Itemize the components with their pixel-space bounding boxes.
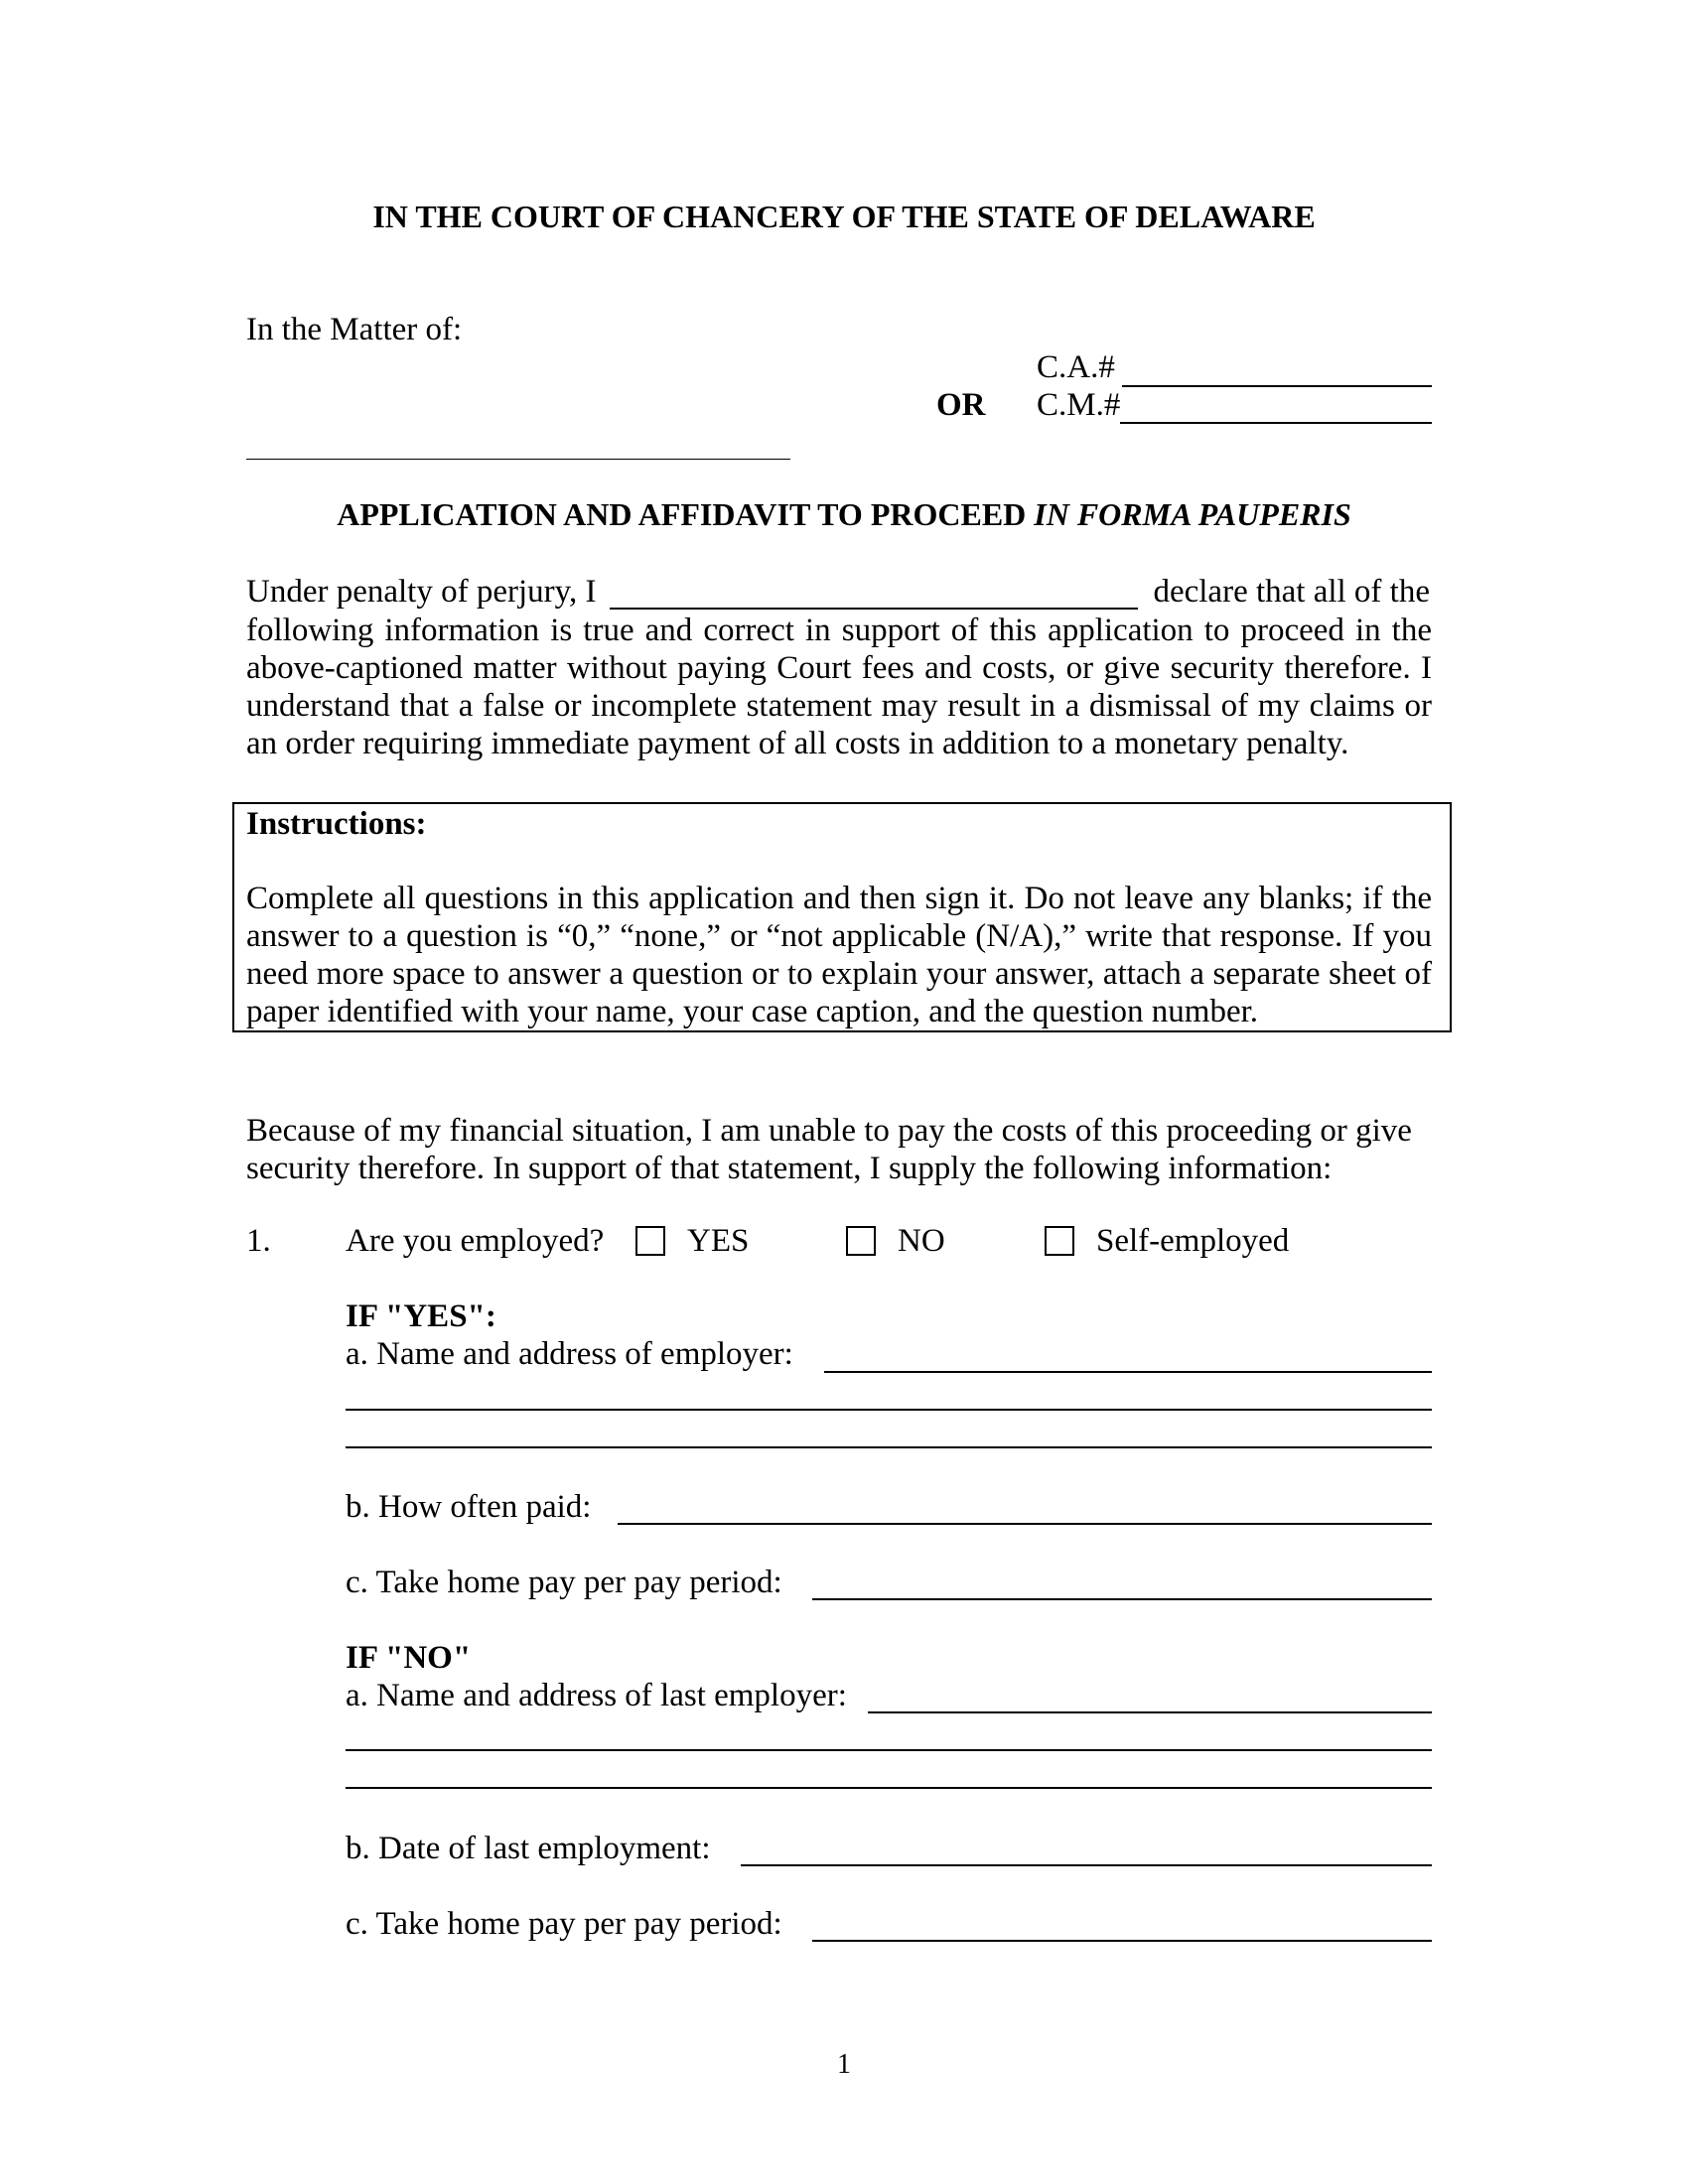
last-employer-field[interactable]	[868, 1711, 1432, 1713]
form-title	[0, 496, 1688, 533]
take-home-pay-label: c. Take home pay per pay period:	[346, 1565, 782, 1600]
last-employer-address-field-1[interactable]	[346, 1749, 1432, 1751]
self-employed-label: Self-employed	[1096, 1223, 1290, 1259]
last-employer-label: a. Name and address of last employer:	[346, 1678, 847, 1713]
ca-label: C.A.#	[1037, 349, 1115, 385]
ca-number-field[interactable]	[1122, 385, 1432, 387]
take-home-pay-field[interactable]	[812, 1598, 1432, 1600]
question-1-text: Are you employed?	[346, 1223, 605, 1259]
matter-label: In the Matter of:	[246, 312, 463, 347]
form-title-main: APPLICATION AND AFFIDAVIT TO PROCEED	[337, 496, 1035, 532]
last-take-home-pay-label: c. Take home pay per pay period:	[346, 1906, 782, 1942]
last-employment-date-field[interactable]	[741, 1864, 1432, 1866]
employer-address-field-1[interactable]	[346, 1409, 1432, 1411]
or-label: OR	[936, 387, 986, 423]
if-no-heading: IF "NO"	[346, 1640, 472, 1676]
employer-name-label: a. Name and address of employer:	[346, 1336, 793, 1372]
self-employed-checkbox[interactable]	[1045, 1226, 1074, 1256]
court-title: IN THE COURT OF CHANCERY OF THE STATE OF DELAWARE	[372, 199, 1316, 234]
employed-yes-checkbox[interactable]	[635, 1226, 665, 1256]
financial-statement: Because of my financial situation, I am unable to pay the costs of this proceeding or give security therefore. In support of that statement, I supply the following information:	[246, 1113, 1412, 1186]
declaration-body: following information is true and correct in support of this application to proceed in the above-captioned matter without paying Court fees and costs, or give security therefore. I understand that a false or incomplete statement may result in a dismissal of my claims or an order requiring immediate payment of all costs in addition to a monetary penalty.	[246, 613, 1432, 761]
employed-yes-label: YES	[687, 1223, 750, 1259]
question-1-number: 1.	[246, 1223, 271, 1259]
declaration-suffix: declare that all of the	[1153, 574, 1430, 610]
employed-no-label: NO	[898, 1223, 945, 1259]
cm-number-field[interactable]	[1120, 422, 1432, 424]
declaration-prefix: Under penalty of perjury, I	[246, 574, 597, 610]
employer-address-field-2[interactable]	[346, 1446, 1432, 1448]
pay-frequency-field[interactable]	[618, 1523, 1432, 1525]
page-number: 1	[837, 2049, 851, 2080]
cm-label: C.M.#	[1037, 387, 1121, 423]
declarant-name-field[interactable]	[610, 608, 1138, 610]
form-title-italic: IN FORMA PAUPERIS	[1034, 496, 1351, 532]
last-employer-address-field-2[interactable]	[346, 1787, 1432, 1789]
instructions-body: Complete all questions in this application and then sign it. Do not leave any blanks; if the answer to a question is “0,” “none,” or “not applicable (N/A),” write that response. If you need more space to answer a question or to explain your answer, attach a separate sheet of paper identified with your name, your case caption, and the question number.	[246, 881, 1432, 1029]
instructions-heading: Instructions:	[246, 806, 427, 842]
last-take-home-pay-field[interactable]	[812, 1940, 1432, 1942]
employer-name-field[interactable]	[824, 1371, 1432, 1373]
if-yes-heading: IF "YES":	[346, 1298, 496, 1334]
matter-name-field[interactable]	[246, 459, 790, 460]
pay-frequency-label: b. How often paid:	[346, 1489, 592, 1525]
last-employment-date-label: b. Date of last employment:	[346, 1831, 711, 1866]
employed-no-checkbox[interactable]	[846, 1226, 876, 1256]
